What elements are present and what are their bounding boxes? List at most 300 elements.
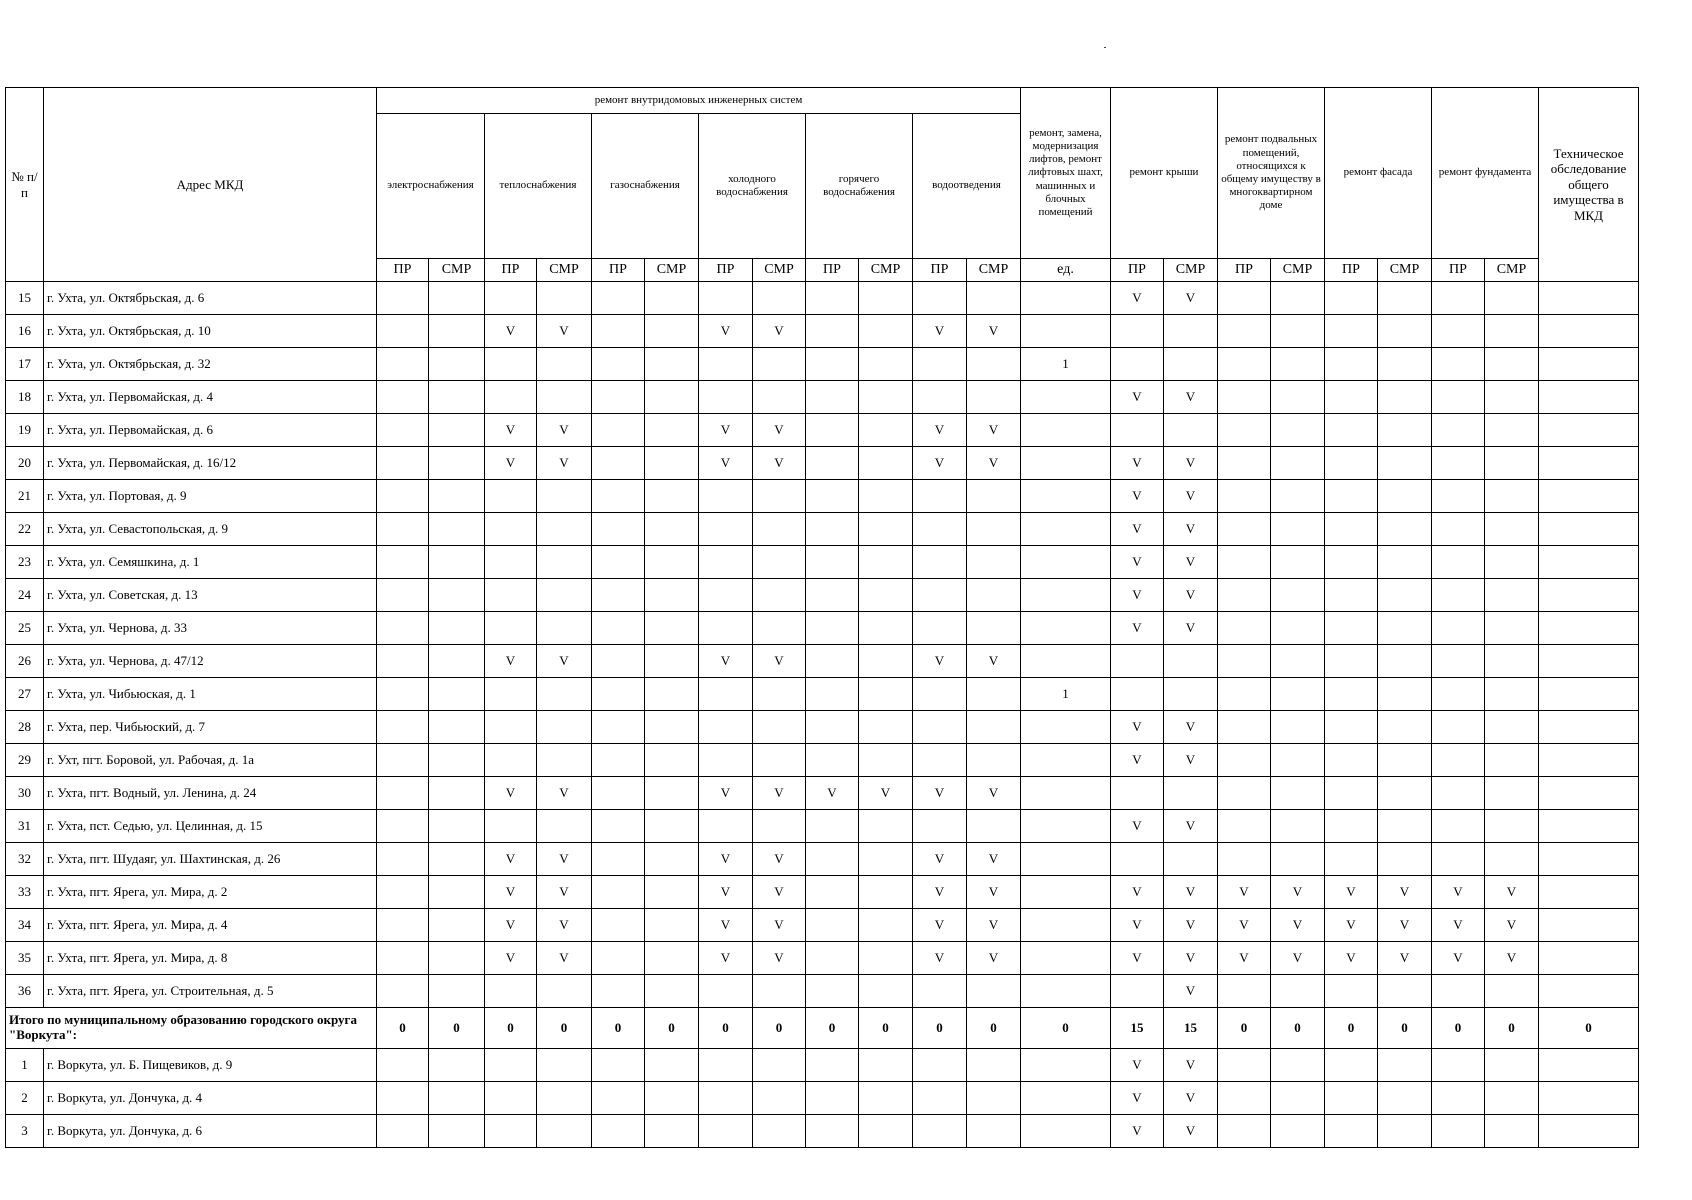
row-cell <box>699 678 753 711</box>
row-cell <box>1378 1115 1432 1148</box>
row-cell <box>1432 1049 1485 1082</box>
header-system-cold-water: холодного водоснабжения <box>699 114 806 259</box>
row-cell <box>1021 876 1111 909</box>
subheader-smr: СМР <box>859 259 913 282</box>
row-cell <box>377 348 429 381</box>
row-cell <box>592 414 645 447</box>
row-cell <box>429 1082 485 1115</box>
row-cell <box>429 678 485 711</box>
row-cell <box>377 744 429 777</box>
row-cell <box>1271 480 1325 513</box>
row-cell: V <box>1378 909 1432 942</box>
row-cell <box>1218 546 1271 579</box>
row-cell <box>1432 612 1485 645</box>
row-cell <box>1432 645 1485 678</box>
row-cell <box>753 348 806 381</box>
row-cell <box>645 975 699 1008</box>
table-row <box>6 942 1639 975</box>
row-cell <box>377 777 429 810</box>
row-cell: V <box>537 942 592 975</box>
row-cell <box>1271 843 1325 876</box>
row-cell <box>967 975 1021 1008</box>
row-number: 27 <box>6 678 44 711</box>
row-cell <box>753 1049 806 1082</box>
row-cell: V <box>1164 282 1218 315</box>
row-cell <box>1218 1115 1271 1148</box>
row-cell <box>806 909 859 942</box>
row-cell: V <box>537 414 592 447</box>
row-cell: V <box>967 876 1021 909</box>
subheader-pr: ПР <box>806 259 859 282</box>
total-cell: 0 <box>699 1008 753 1049</box>
row-cell <box>429 744 485 777</box>
row-cell <box>1539 546 1639 579</box>
row-number: 3 <box>6 1115 44 1148</box>
row-cell <box>1218 975 1271 1008</box>
row-address: г. Ухта, пгт. Водный, ул. Ленина, д. 24 <box>44 777 377 810</box>
row-cell <box>1218 711 1271 744</box>
row-cell <box>592 678 645 711</box>
row-cell <box>645 711 699 744</box>
row-cell: V <box>967 447 1021 480</box>
row-cell <box>913 612 967 645</box>
row-cell <box>1218 381 1271 414</box>
row-cell <box>1378 348 1432 381</box>
header-system-electricity: электроснабжения <box>377 114 485 259</box>
row-cell: V <box>1164 612 1218 645</box>
row-cell: V <box>1485 942 1539 975</box>
row-cell <box>753 381 806 414</box>
row-cell: V <box>1164 480 1218 513</box>
row-cell <box>1271 513 1325 546</box>
row-number: 34 <box>6 909 44 942</box>
header-system-hot-water: горячего водоснабжения <box>806 114 913 259</box>
row-cell <box>592 513 645 546</box>
row-cell: V <box>1111 381 1164 414</box>
row-cell <box>699 744 753 777</box>
row-cell: V <box>1378 942 1432 975</box>
row-cell <box>537 975 592 1008</box>
row-cell <box>967 348 1021 381</box>
row-cell: V <box>1111 1082 1164 1115</box>
row-cell <box>429 810 485 843</box>
row-cell: V <box>537 876 592 909</box>
table-row <box>6 810 1639 843</box>
row-cell <box>429 546 485 579</box>
row-cell: V <box>1111 612 1164 645</box>
row-cell <box>699 513 753 546</box>
row-cell <box>859 744 913 777</box>
row-number: 20 <box>6 447 44 480</box>
row-cell <box>429 843 485 876</box>
row-address: г. Ухта, пер. Чибьюский, д. 7 <box>44 711 377 744</box>
row-cell <box>753 579 806 612</box>
row-cell <box>485 381 537 414</box>
row-cell <box>1485 711 1539 744</box>
row-cell <box>1539 414 1639 447</box>
row-cell <box>485 1082 537 1115</box>
row-cell <box>1378 546 1432 579</box>
row-cell <box>1021 447 1111 480</box>
row-cell <box>1271 645 1325 678</box>
row-cell: V <box>1164 711 1218 744</box>
row-cell <box>753 1115 806 1148</box>
row-cell <box>645 810 699 843</box>
row-cell <box>753 678 806 711</box>
row-cell: V <box>1164 513 1218 546</box>
row-cell <box>1218 744 1271 777</box>
table-row <box>6 1049 1639 1082</box>
row-cell: V <box>1164 942 1218 975</box>
row-cell <box>1539 942 1639 975</box>
row-cell <box>1378 513 1432 546</box>
row-cell: V <box>485 447 537 480</box>
row-cell: V <box>1164 447 1218 480</box>
row-number: 26 <box>6 645 44 678</box>
row-cell: V <box>699 843 753 876</box>
row-cell <box>967 810 1021 843</box>
row-cell <box>806 579 859 612</box>
table-row <box>6 447 1639 480</box>
row-cell <box>913 579 967 612</box>
row-cell <box>537 810 592 843</box>
row-cell <box>1325 1049 1378 1082</box>
row-cell <box>537 348 592 381</box>
row-cell <box>1271 546 1325 579</box>
row-cell: V <box>485 315 537 348</box>
row-cell: V <box>1111 942 1164 975</box>
row-cell <box>699 810 753 843</box>
row-address: г. Ухта, пгт. Ярега, ул. Мира, д. 4 <box>44 909 377 942</box>
row-cell: 1 <box>1021 678 1111 711</box>
row-number: 15 <box>6 282 44 315</box>
row-cell <box>429 579 485 612</box>
row-cell <box>1021 579 1111 612</box>
total-cell: 0 <box>537 1008 592 1049</box>
row-cell <box>377 678 429 711</box>
row-cell <box>1021 546 1111 579</box>
row-address: г. Ухта, пст. Седью, ул. Целинная, д. 15 <box>44 810 377 843</box>
row-cell <box>1539 909 1639 942</box>
row-cell <box>1218 480 1271 513</box>
row-cell <box>537 546 592 579</box>
row-cell: V <box>1325 942 1378 975</box>
row-cell: V <box>1111 513 1164 546</box>
header-elevators: ремонт, замена, модернизация лифтов, ремонт лифтовых шахт, машинных и блочных помещений <box>1021 88 1111 259</box>
table-row <box>6 414 1639 447</box>
row-cell: V <box>1432 876 1485 909</box>
row-cell <box>1021 381 1111 414</box>
row-cell <box>1432 843 1485 876</box>
row-cell <box>1485 315 1539 348</box>
row-cell <box>806 810 859 843</box>
row-cell <box>645 381 699 414</box>
row-cell <box>592 447 645 480</box>
row-number: 28 <box>6 711 44 744</box>
row-address: г. Ухта, пгт. Ярега, ул. Мира, д. 8 <box>44 942 377 975</box>
total-cell: 0 <box>429 1008 485 1049</box>
row-cell: V <box>485 843 537 876</box>
row-cell <box>1271 315 1325 348</box>
row-cell <box>859 282 913 315</box>
row-cell <box>1539 282 1639 315</box>
row-cell <box>859 843 913 876</box>
row-cell <box>859 909 913 942</box>
row-cell: V <box>753 843 806 876</box>
row-cell: V <box>1432 909 1485 942</box>
row-cell: V <box>699 447 753 480</box>
row-cell <box>913 711 967 744</box>
row-cell <box>429 777 485 810</box>
header-internal-systems: ремонт внутридомовых инженерных систем <box>377 88 1021 114</box>
row-cell: V <box>913 447 967 480</box>
row-cell <box>913 381 967 414</box>
row-cell <box>1539 315 1639 348</box>
row-cell <box>645 1082 699 1115</box>
row-cell: V <box>1218 876 1271 909</box>
row-cell: V <box>1164 909 1218 942</box>
row-cell <box>592 645 645 678</box>
row-cell <box>429 1049 485 1082</box>
row-cell: V <box>537 777 592 810</box>
row-cell <box>537 612 592 645</box>
row-cell <box>377 282 429 315</box>
row-cell <box>1539 711 1639 744</box>
row-cell <box>806 711 859 744</box>
row-cell <box>1378 315 1432 348</box>
row-cell <box>913 348 967 381</box>
row-cell <box>537 1115 592 1148</box>
row-cell <box>1164 843 1218 876</box>
row-cell <box>1164 348 1218 381</box>
row-cell <box>753 1082 806 1115</box>
row-cell <box>485 810 537 843</box>
row-cell <box>429 315 485 348</box>
row-cell: V <box>1164 876 1218 909</box>
row-cell <box>1539 381 1639 414</box>
row-cell <box>645 942 699 975</box>
row-address: г. Ухт, пгт. Боровой, ул. Рабочая, д. 1а <box>44 744 377 777</box>
row-cell <box>1432 744 1485 777</box>
row-cell <box>753 810 806 843</box>
row-cell <box>645 315 699 348</box>
row-cell <box>429 876 485 909</box>
row-cell <box>1325 843 1378 876</box>
row-cell: V <box>967 414 1021 447</box>
row-cell <box>913 1082 967 1115</box>
row-cell <box>1325 810 1378 843</box>
row-cell <box>1485 645 1539 678</box>
total-cell: 0 <box>753 1008 806 1049</box>
row-cell <box>1325 348 1378 381</box>
table-row <box>6 645 1639 678</box>
row-cell <box>967 513 1021 546</box>
row-cell <box>699 1049 753 1082</box>
row-cell <box>429 975 485 1008</box>
row-cell <box>1021 1115 1111 1148</box>
subheader-pr: ПР <box>913 259 967 282</box>
row-number: 18 <box>6 381 44 414</box>
row-address: г. Ухта, ул. Семяшкина, д. 1 <box>44 546 377 579</box>
row-cell <box>1378 1049 1432 1082</box>
table-row <box>6 381 1639 414</box>
row-cell <box>377 480 429 513</box>
row-cell <box>1378 1082 1432 1115</box>
row-cell <box>806 843 859 876</box>
header-roof: ремонт крыши <box>1111 88 1218 259</box>
row-cell <box>592 480 645 513</box>
row-cell <box>1111 777 1164 810</box>
row-cell <box>699 348 753 381</box>
row-cell <box>1021 414 1111 447</box>
row-cell <box>806 876 859 909</box>
row-cell <box>1485 513 1539 546</box>
row-cell <box>377 381 429 414</box>
row-cell <box>1218 810 1271 843</box>
row-cell <box>1378 744 1432 777</box>
header-foundation: ремонт фундамента <box>1432 88 1539 259</box>
row-cell: V <box>1164 810 1218 843</box>
row-cell <box>645 645 699 678</box>
row-cell <box>967 1082 1021 1115</box>
row-cell <box>1271 414 1325 447</box>
row-cell <box>859 975 913 1008</box>
row-cell: V <box>1325 909 1378 942</box>
table-row <box>6 282 1639 315</box>
row-cell <box>1432 348 1485 381</box>
row-number: 21 <box>6 480 44 513</box>
row-cell <box>377 579 429 612</box>
row-cell <box>1218 414 1271 447</box>
row-cell <box>592 810 645 843</box>
row-address: г. Ухта, ул. Чибьюская, д. 1 <box>44 678 377 711</box>
row-cell <box>592 348 645 381</box>
row-cell <box>1218 645 1271 678</box>
row-cell: V <box>913 942 967 975</box>
row-cell <box>645 447 699 480</box>
row-cell <box>699 282 753 315</box>
row-cell <box>1378 777 1432 810</box>
row-cell <box>913 810 967 843</box>
row-number: 22 <box>6 513 44 546</box>
row-cell <box>537 579 592 612</box>
row-cell <box>1164 777 1218 810</box>
row-cell <box>1485 1115 1539 1148</box>
row-cell <box>1271 711 1325 744</box>
row-cell: V <box>485 942 537 975</box>
row-cell <box>1271 381 1325 414</box>
row-cell <box>1378 447 1432 480</box>
row-cell <box>1485 744 1539 777</box>
row-cell <box>1218 513 1271 546</box>
row-cell <box>1432 678 1485 711</box>
row-cell <box>1271 282 1325 315</box>
header-facade: ремонт фасада <box>1325 88 1432 259</box>
row-cell <box>377 546 429 579</box>
row-cell <box>1325 975 1378 1008</box>
row-cell <box>1021 744 1111 777</box>
row-cell <box>806 1049 859 1082</box>
row-cell <box>859 612 913 645</box>
row-cell <box>1485 612 1539 645</box>
row-cell <box>1164 315 1218 348</box>
row-cell <box>485 744 537 777</box>
row-address: г. Ухта, ул. Первомайская, д. 16/12 <box>44 447 377 480</box>
row-cell <box>1218 1049 1271 1082</box>
row-cell <box>645 678 699 711</box>
table-row <box>6 876 1639 909</box>
row-cell <box>1485 777 1539 810</box>
row-cell <box>1539 1049 1639 1082</box>
row-cell: V <box>753 777 806 810</box>
row-cell <box>377 1082 429 1115</box>
row-cell <box>1485 546 1539 579</box>
row-cell <box>806 546 859 579</box>
row-cell <box>1539 843 1639 876</box>
row-cell <box>1378 480 1432 513</box>
row-cell <box>699 480 753 513</box>
row-cell <box>1485 282 1539 315</box>
row-cell <box>1539 480 1639 513</box>
row-cell <box>645 777 699 810</box>
row-cell <box>592 942 645 975</box>
row-cell <box>537 282 592 315</box>
row-cell <box>806 744 859 777</box>
row-cell <box>1432 381 1485 414</box>
subheader-pr: ПР <box>1111 259 1164 282</box>
row-number: 17 <box>6 348 44 381</box>
row-cell <box>1218 678 1271 711</box>
row-cell <box>1325 744 1378 777</box>
row-cell <box>753 744 806 777</box>
row-cell <box>592 777 645 810</box>
row-cell <box>485 579 537 612</box>
row-cell <box>1164 645 1218 678</box>
row-cell <box>1164 414 1218 447</box>
row-number: 19 <box>6 414 44 447</box>
table-row <box>6 348 1639 381</box>
table-row <box>6 315 1639 348</box>
row-cell <box>592 975 645 1008</box>
row-cell <box>1432 480 1485 513</box>
row-cell: V <box>1111 1115 1164 1148</box>
row-cell: V <box>485 909 537 942</box>
row-cell <box>859 645 913 678</box>
table-row <box>6 678 1639 711</box>
row-cell <box>1218 315 1271 348</box>
row-cell <box>645 546 699 579</box>
row-cell <box>1539 678 1639 711</box>
row-cell <box>429 645 485 678</box>
row-cell <box>645 282 699 315</box>
row-address: г. Ухта, ул. Первомайская, д. 6 <box>44 414 377 447</box>
row-cell: V <box>699 942 753 975</box>
row-cell <box>913 513 967 546</box>
subheader-smr: СМР <box>753 259 806 282</box>
row-address: г. Ухта, ул. Первомайская, д. 4 <box>44 381 377 414</box>
row-cell: 1 <box>1021 348 1111 381</box>
row-cell <box>1485 975 1539 1008</box>
row-cell <box>753 546 806 579</box>
row-cell: V <box>699 909 753 942</box>
row-cell <box>592 1049 645 1082</box>
row-address: г. Ухта, ул. Октябрьская, д. 10 <box>44 315 377 348</box>
row-cell <box>537 1049 592 1082</box>
row-cell <box>1271 777 1325 810</box>
row-cell <box>753 480 806 513</box>
row-cell <box>485 513 537 546</box>
row-cell <box>429 381 485 414</box>
